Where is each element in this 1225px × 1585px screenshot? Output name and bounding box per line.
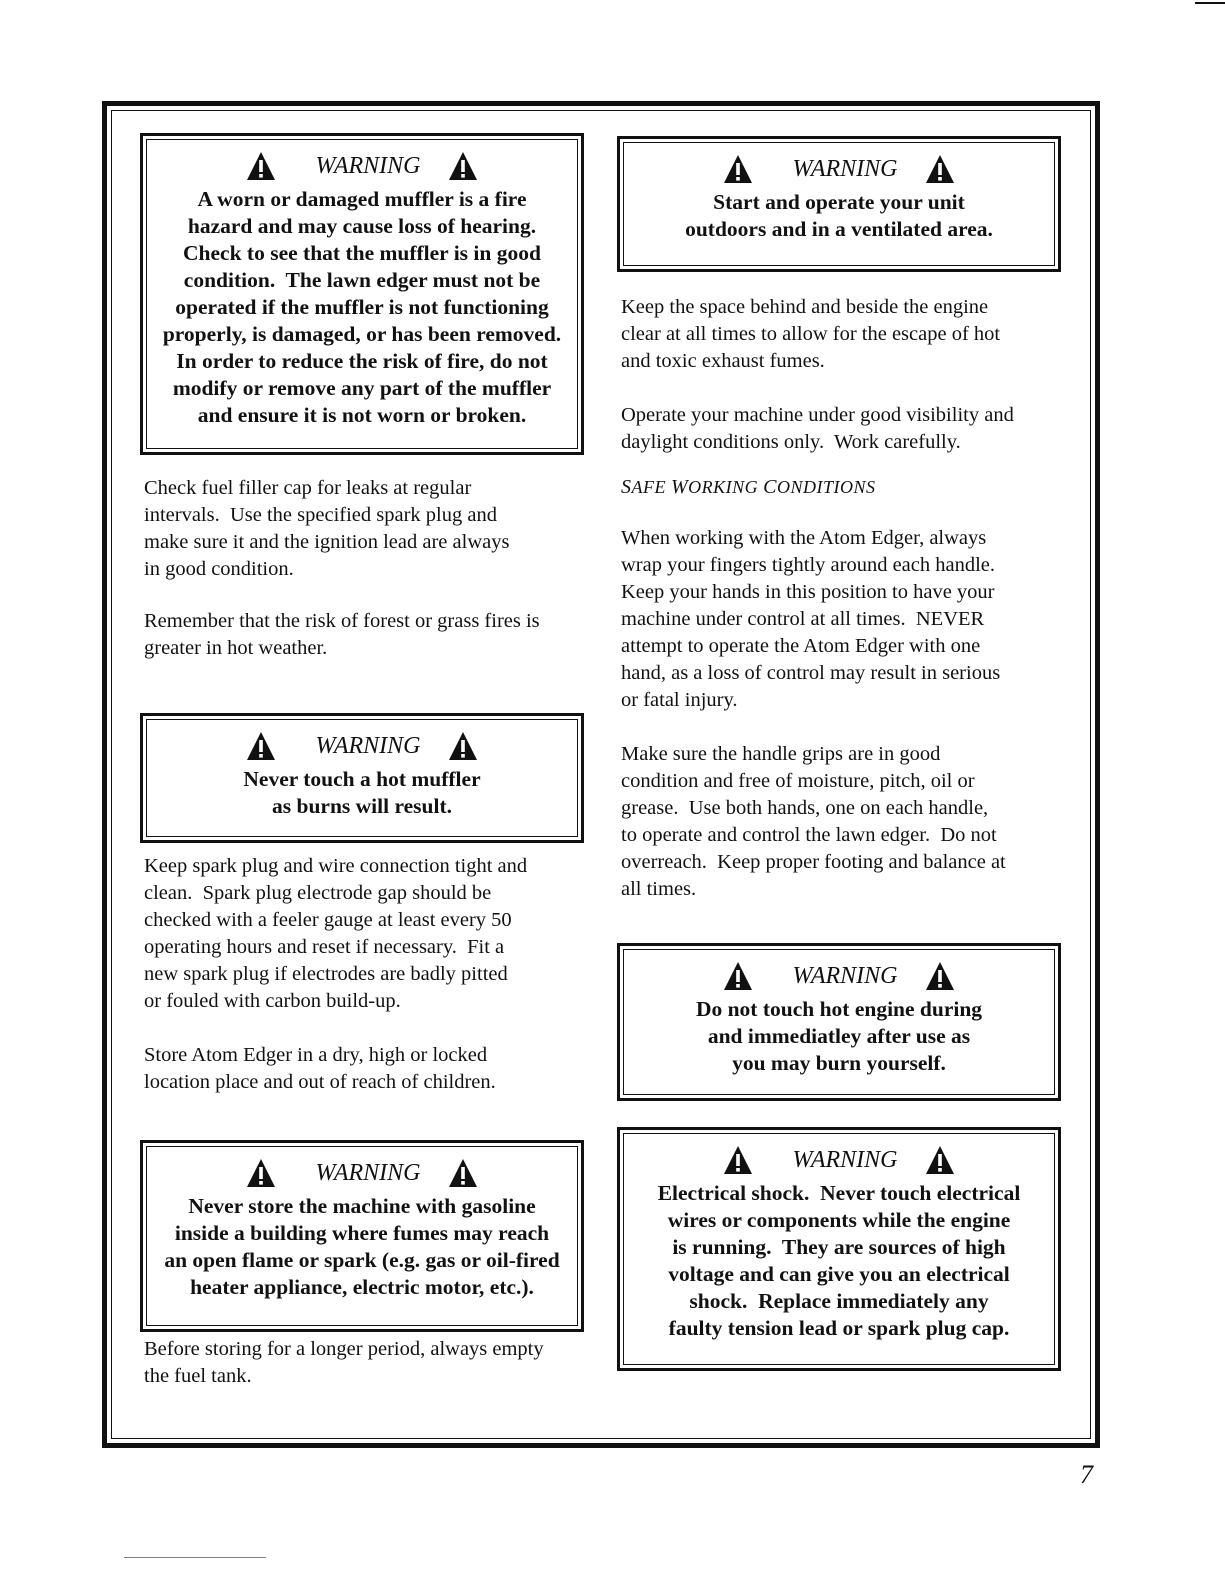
warning-line: Electrical shock. Never touch electrical (657, 1181, 1021, 1205)
paragraph-fuel-cap: Check fuel filler cap for leaks at regular intervals. Use the specified spark plug and make sure it and the ignition lead are always in good condition. (144, 477, 510, 580)
warning-line: modify or remove any part of the muffler (172, 376, 552, 400)
warning-line: properly, is damaged, or has been removed. (162, 322, 562, 346)
warning-line: and immediatley after use as (707, 1024, 971, 1048)
paragraph-fuel-tank: Before storing for a longer period, always empty the fuel tank. (144, 1338, 544, 1387)
paragraph-grip: When working with the Atom Edger, always wrap your fingers tightly around each handle. Keep your hands in this position to have your machine under control at all times. NEVER attempt to operate the Atom Edger with one hand, as a loss of control may result in serious or fatal injury. (621, 527, 1001, 711)
warning-line: Check to see that the muffler is in good (183, 241, 541, 265)
warning-triangle-icon (448, 151, 478, 181)
warning-line: as burns will result. (272, 794, 452, 818)
warning-line: Start and operate your unit (713, 190, 965, 214)
warning-title: WARNING (315, 1159, 421, 1186)
warning-box-ventilation (617, 136, 1061, 272)
warning-line: Never touch a hot muffler (243, 767, 481, 791)
right-column (617, 136, 1061, 1371)
warning-line: heater appliance, electric motor, etc.). (190, 1275, 534, 1299)
warning-title: WARNING (792, 962, 898, 989)
warning-header (630, 1140, 1048, 1180)
warning-line: outdoors and in a ventilated area. (685, 217, 993, 241)
warning-box-electrical (617, 1127, 1061, 1371)
warning-title: WARNING (792, 1146, 898, 1173)
left-column (140, 133, 584, 1390)
paragraph-storage: Store Atom Edger in a dry, high or locked location place and out of reach of children. (144, 1044, 496, 1093)
warning-line: condition. The lawn edger must not be (183, 268, 541, 292)
warning-title: WARNING (792, 155, 898, 182)
corner-mark (1195, 2, 1225, 4)
warning-line: faulty tension lead or spark plug cap. (668, 1316, 1010, 1340)
warning-line: operated if the muffler is not functioning (175, 295, 549, 319)
warning-box-inner (623, 949, 1055, 1095)
warning-header (153, 1153, 571, 1193)
warning-box-inner (146, 719, 578, 837)
warning-text (630, 996, 1048, 1077)
warning-line: A worn or damaged muffler is a fire (197, 187, 527, 211)
warning-box-inner (623, 142, 1055, 266)
paragraph-visibility: Operate your machine under good visibility and daylight conditions only. Work carefully. (621, 404, 1014, 453)
paragraph-spark-plug: Keep spark plug and wire connection tight and clean. Spark plug electrode gap should be checked with a feeler gauge at least every 50 operating hours and reset if necessary. Fit a new spark plug if electrodes are badly pitted or fouled with carbon build-up. (144, 855, 528, 1012)
warning-triangle-icon (246, 1158, 276, 1188)
warning-box-hot-muffler (140, 713, 584, 843)
warning-line: Do not touch hot engine during (695, 997, 983, 1021)
warning-triangle-icon (925, 961, 955, 991)
paragraph-exhaust: Keep the space behind and beside the engine clear at all times to allow for the escape of hot and toxic exhaust fumes. (621, 296, 1001, 372)
warning-line: hazard and may cause loss of hearing. (187, 214, 537, 238)
warning-triangle-icon (723, 154, 753, 184)
warning-triangle-icon (448, 1158, 478, 1188)
page-number: 7 (1080, 1460, 1093, 1489)
warning-box-gasoline (140, 1140, 584, 1332)
warning-text (153, 186, 571, 429)
warning-line: voltage and can give you an electrical (668, 1262, 1010, 1286)
warning-text (153, 1193, 571, 1301)
warning-box-muffler (140, 133, 584, 455)
warning-triangle-icon (925, 1145, 955, 1175)
warning-line: an open flame or spark (e.g. gas or oil-fired (164, 1248, 560, 1272)
warning-box-hot-engine (617, 943, 1061, 1101)
footer-link-underline (124, 1557, 266, 1558)
warning-line: Never store the machine with gasoline (188, 1194, 536, 1218)
warning-box-inner (623, 1133, 1055, 1365)
warning-box-inner (146, 1146, 578, 1326)
warning-line: and ensure it is not worn or broken. (197, 403, 527, 427)
warning-triangle-icon (246, 731, 276, 761)
warning-text (153, 766, 571, 820)
warning-text (630, 1180, 1048, 1342)
warning-box-inner (146, 139, 578, 449)
warning-title: WARNING (315, 732, 421, 759)
paragraph-handle-grips: Make sure the handle grips are in good condition and free of moisture, pitch, oil or grease. Use both hands, one on each handle, to operate and control the lawn edger. Do not overreach. Keep proper footing and balance at all times. (621, 743, 1006, 900)
warning-text (630, 189, 1048, 243)
warning-line: is running. They are sources of high (672, 1235, 1006, 1259)
warning-triangle-icon (246, 151, 276, 181)
warning-header (630, 149, 1048, 189)
warning-triangle-icon (448, 731, 478, 761)
warning-line: shock. Replace immediately any (689, 1289, 989, 1313)
warning-header (630, 956, 1048, 996)
warning-triangle-icon (723, 961, 753, 991)
warning-title: WARNING (315, 152, 421, 179)
paragraph-fire-risk: Remember that the risk of forest or grass fires is greater in hot weather. (144, 610, 540, 659)
warning-triangle-icon (925, 154, 955, 184)
warning-line: wires or components while the engine (667, 1208, 1011, 1232)
warning-triangle-icon (723, 1145, 753, 1175)
warning-header (153, 146, 571, 186)
warning-header (153, 726, 571, 766)
section-heading-safe-working: SAFE WORKING CONDITIONS (621, 476, 876, 498)
warning-line: you may burn yourself. (732, 1051, 946, 1075)
warning-line: In order to reduce the risk of fire, do not (176, 349, 548, 373)
warning-line: inside a building where fumes may reach (174, 1221, 550, 1245)
